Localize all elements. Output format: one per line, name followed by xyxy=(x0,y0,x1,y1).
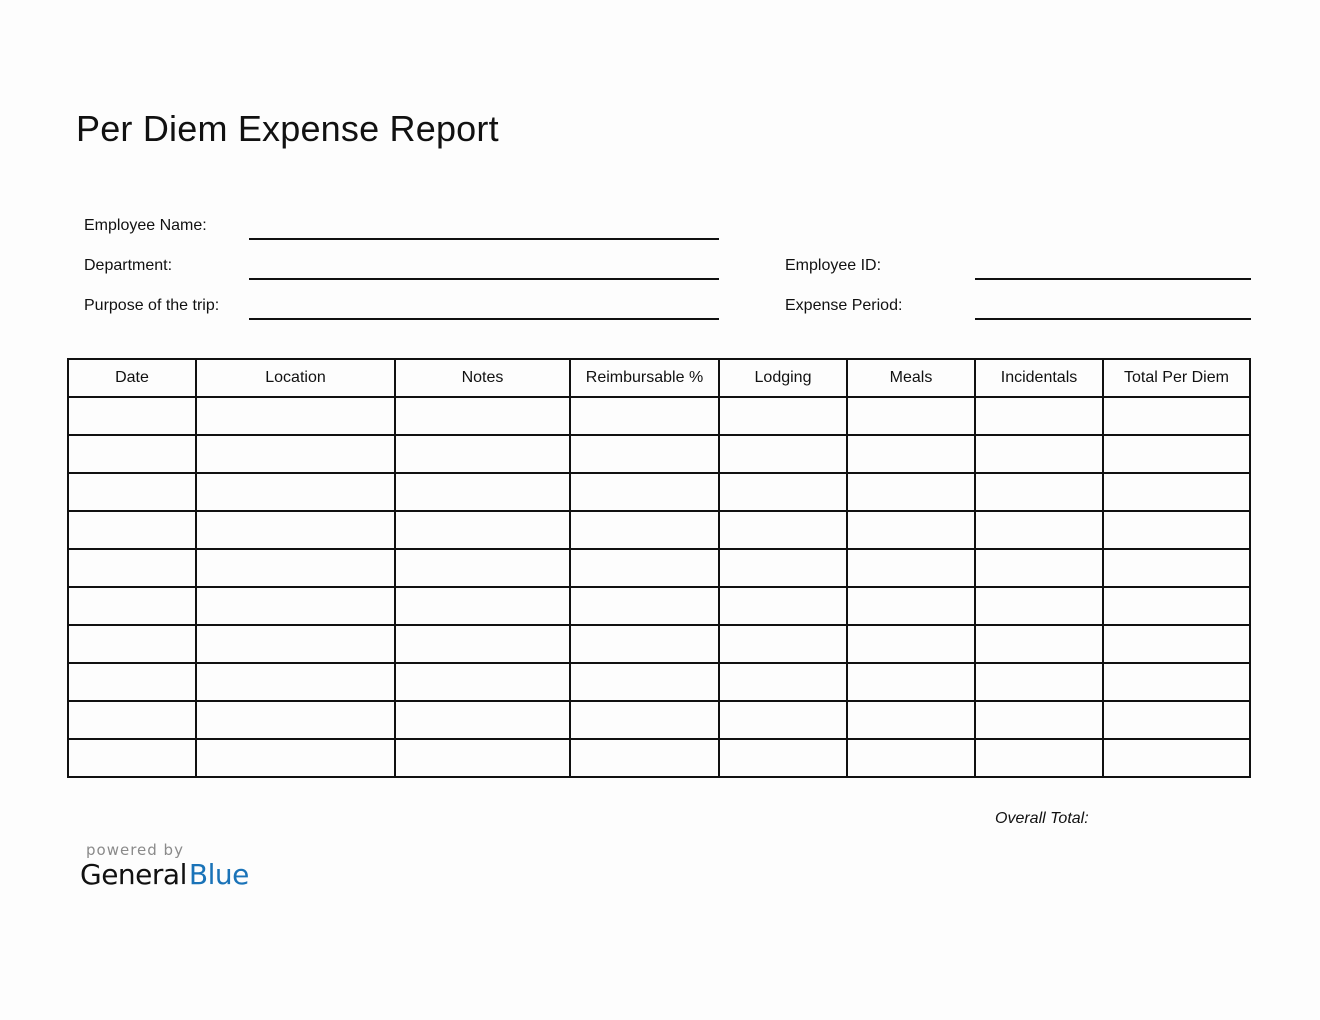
department-field[interactable] xyxy=(249,278,719,280)
table-cell[interactable] xyxy=(196,435,395,473)
table-cell[interactable] xyxy=(68,473,196,511)
table-cell[interactable] xyxy=(975,511,1103,549)
table-cell[interactable] xyxy=(68,739,196,777)
table-cell[interactable] xyxy=(196,549,395,587)
table-cell[interactable] xyxy=(719,473,847,511)
table-cell[interactable] xyxy=(847,701,975,739)
table-cell[interactable] xyxy=(570,511,719,549)
table-cell[interactable] xyxy=(196,587,395,625)
expense-period-field[interactable] xyxy=(975,318,1251,320)
employee-id-label: Employee ID: xyxy=(785,257,882,274)
column-header: Notes xyxy=(395,359,570,397)
table-row xyxy=(68,473,1250,511)
table-cell[interactable] xyxy=(68,625,196,663)
table-cell[interactable] xyxy=(570,435,719,473)
table-cell[interactable] xyxy=(975,397,1103,435)
employee-id-field[interactable] xyxy=(975,278,1251,280)
table-cell[interactable] xyxy=(975,701,1103,739)
table-cell[interactable] xyxy=(570,739,719,777)
table-cell[interactable] xyxy=(68,511,196,549)
table-cell[interactable] xyxy=(395,397,570,435)
table-cell[interactable] xyxy=(68,587,196,625)
table-cell[interactable] xyxy=(719,397,847,435)
table-cell[interactable] xyxy=(196,625,395,663)
table-cell[interactable] xyxy=(570,473,719,511)
table-cell[interactable] xyxy=(719,739,847,777)
table-cell[interactable] xyxy=(975,739,1103,777)
table-cell[interactable] xyxy=(847,511,975,549)
table-cell[interactable] xyxy=(395,739,570,777)
column-header: Incidentals xyxy=(975,359,1103,397)
purpose-field[interactable] xyxy=(249,318,719,320)
table-cell[interactable] xyxy=(570,663,719,701)
table-cell[interactable] xyxy=(1103,435,1250,473)
table-row xyxy=(68,511,1250,549)
table-row xyxy=(68,739,1250,777)
table-cell[interactable] xyxy=(68,701,196,739)
table-row xyxy=(68,435,1250,473)
table-cell[interactable] xyxy=(975,625,1103,663)
table-row xyxy=(68,397,1250,435)
expense-table xyxy=(67,358,1251,778)
table-cell[interactable] xyxy=(68,549,196,587)
table-cell[interactable] xyxy=(196,511,395,549)
table-cell[interactable] xyxy=(1103,701,1250,739)
table-cell[interactable] xyxy=(68,435,196,473)
brand-blue: Blue xyxy=(188,858,249,891)
table-cell[interactable] xyxy=(719,549,847,587)
table-header-row xyxy=(68,359,1250,397)
table-cell[interactable] xyxy=(395,587,570,625)
table-cell[interactable] xyxy=(847,435,975,473)
table-cell[interactable] xyxy=(1103,739,1250,777)
table-cell[interactable] xyxy=(1103,549,1250,587)
table-cell[interactable] xyxy=(196,397,395,435)
table-cell[interactable] xyxy=(975,473,1103,511)
brand-general: General xyxy=(80,858,187,891)
table-cell[interactable] xyxy=(975,663,1103,701)
table-row xyxy=(68,587,1250,625)
table-cell[interactable] xyxy=(196,739,395,777)
expense-period-label: Expense Period: xyxy=(785,297,903,314)
table-cell[interactable] xyxy=(395,625,570,663)
table-cell[interactable] xyxy=(847,587,975,625)
purpose-label: Purpose of the trip: xyxy=(84,297,220,314)
table-cell[interactable] xyxy=(570,625,719,663)
column-header: Reimbursable % xyxy=(570,359,719,397)
table-cell[interactable] xyxy=(395,473,570,511)
page-title: Per Diem Expense Report xyxy=(76,108,499,149)
table-cell[interactable] xyxy=(570,549,719,587)
table-cell[interactable] xyxy=(196,663,395,701)
table-cell[interactable] xyxy=(719,663,847,701)
table-cell[interactable] xyxy=(570,397,719,435)
table-cell[interactable] xyxy=(719,511,847,549)
column-header: Lodging xyxy=(719,359,847,397)
table-cell[interactable] xyxy=(719,435,847,473)
table-cell[interactable] xyxy=(847,397,975,435)
table-cell[interactable] xyxy=(1103,397,1250,435)
table-row xyxy=(68,625,1250,663)
table-cell[interactable] xyxy=(719,587,847,625)
table-cell[interactable] xyxy=(847,549,975,587)
table-cell[interactable] xyxy=(847,739,975,777)
table-cell[interactable] xyxy=(719,701,847,739)
table-cell[interactable] xyxy=(847,625,975,663)
table-cell[interactable] xyxy=(847,663,975,701)
table-cell[interactable] xyxy=(1103,511,1250,549)
column-header: Location xyxy=(196,359,395,397)
table-cell[interactable] xyxy=(196,473,395,511)
table-cell[interactable] xyxy=(395,435,570,473)
table-cell[interactable] xyxy=(975,587,1103,625)
table-cell[interactable] xyxy=(395,549,570,587)
column-header: Meals xyxy=(847,359,975,397)
column-header: Total Per Diem xyxy=(1103,359,1250,397)
table-row xyxy=(68,549,1250,587)
table-cell[interactable] xyxy=(570,587,719,625)
table-row xyxy=(68,663,1250,701)
table-cell[interactable] xyxy=(570,701,719,739)
generalblue-logo xyxy=(80,858,249,891)
table-cell[interactable] xyxy=(719,625,847,663)
table-cell[interactable] xyxy=(975,549,1103,587)
table-cell[interactable] xyxy=(68,397,196,435)
table-cell[interactable] xyxy=(395,701,570,739)
column-header: Date xyxy=(68,359,196,397)
powered-by-text: powered by xyxy=(86,841,184,859)
table-row xyxy=(68,701,1250,739)
table-cell[interactable] xyxy=(395,663,570,701)
table-cell[interactable] xyxy=(395,511,570,549)
table-cell[interactable] xyxy=(196,701,395,739)
table-cell[interactable] xyxy=(1103,473,1250,511)
department-label: Department: xyxy=(84,257,173,274)
table-cell[interactable] xyxy=(1103,587,1250,625)
table-cell[interactable] xyxy=(847,473,975,511)
table-cell[interactable] xyxy=(975,435,1103,473)
table-cell[interactable] xyxy=(1103,663,1250,701)
table-cell[interactable] xyxy=(68,663,196,701)
employee-name-field[interactable] xyxy=(249,238,719,240)
employee-name-label: Employee Name: xyxy=(84,217,207,234)
table-cell[interactable] xyxy=(1103,625,1250,663)
overall-total-label: Overall Total: xyxy=(995,810,1089,827)
